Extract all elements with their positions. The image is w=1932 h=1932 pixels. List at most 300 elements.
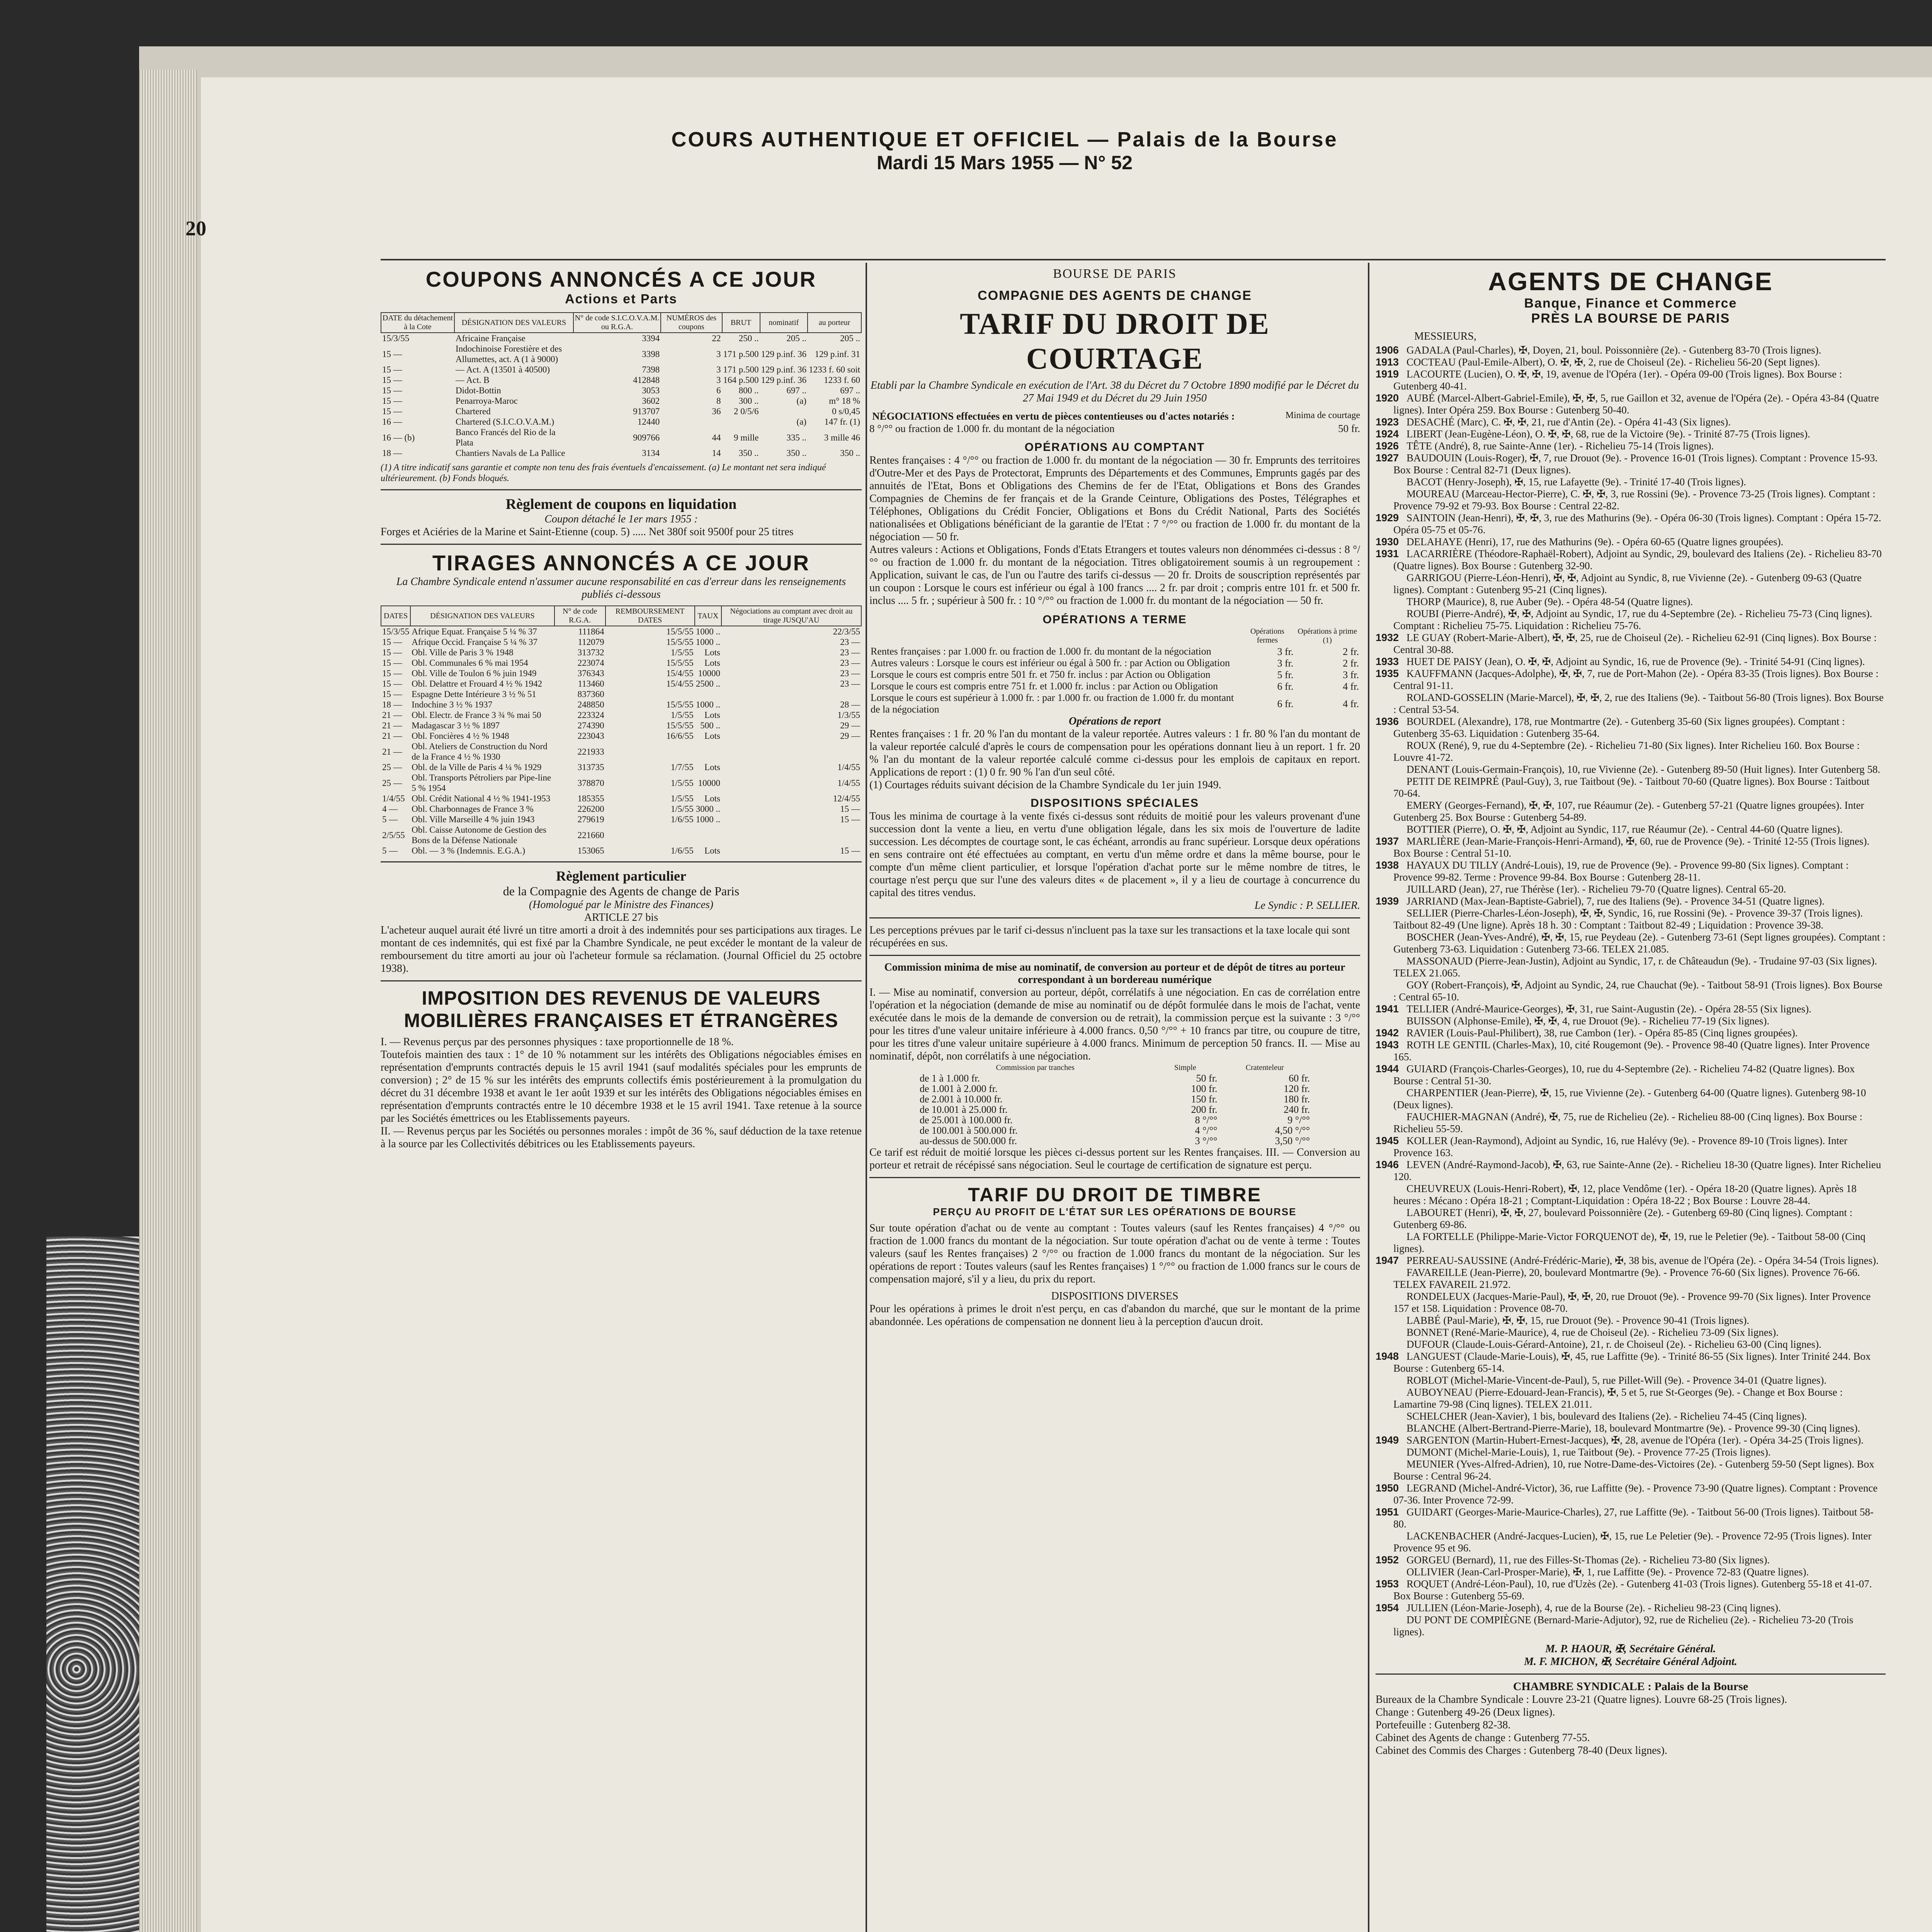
table-cell: 9 mille [733, 432, 759, 442]
table-cell: 1/5/55 [670, 648, 694, 657]
table-cell: Obl. Foncières 4 ½ % 1948 [412, 731, 509, 741]
agent-text: OLLIVIER (Jean-Carl-Prosper-Marie), ✠, 1, rue Laffitte (9e). - Provence 72-83 (Quatre lignes). [1406, 1566, 1809, 1578]
table-row [381, 668, 861, 679]
agent-entry [1376, 692, 1886, 716]
table-cell: 15 — [382, 637, 402, 647]
agent-text: ROBLOT (Michel-Marie-Vincent-de-Paul), 5, rue Pillet-Will (9e). - Provence 34-01 (Quatre lignes). [1406, 1374, 1827, 1386]
agent-year: 1938 [1376, 859, 1399, 871]
table-cell: 1000 .. [696, 815, 720, 824]
table-row [381, 699, 861, 710]
table-row [869, 680, 1360, 692]
agent-text: LACKENBACHER (André-Jacques-Lucien), ✠, 15, rue Le Peletier (9e). - Provence 72-95 (Trois lignes). Inter Provence 95 et 96. [1393, 1530, 1872, 1554]
table-cell: Lots [704, 710, 720, 720]
agent-entry [1376, 799, 1886, 823]
table-cell: Afrique Equat. Française 5 ¼ % 37 [412, 627, 537, 636]
agent-entry [1376, 1111, 1886, 1135]
table-row [381, 375, 861, 385]
table-cell: 223074 [577, 658, 604, 668]
table-row [381, 741, 861, 762]
table-cell: 50 fr. [1196, 1073, 1218, 1083]
table-row [869, 646, 1360, 657]
reglement2-homologation: (Homologué par le Ministre des Finances) [529, 899, 714, 911]
table-cell: de 2.001 à 10.000 fr. [920, 1094, 1003, 1104]
table-cell: 112079 [578, 637, 604, 647]
table-row [381, 814, 861, 825]
table-cell: 3 [716, 349, 721, 359]
syndic-signature: Le Syndic : P. SELLIER. [1254, 900, 1360, 912]
table-cell: de 10.001 à 25.000 fr. [920, 1104, 1008, 1115]
agent-entry [1376, 1566, 1886, 1578]
table-cell: 8 °/°° [1195, 1115, 1218, 1125]
agent-entry [1376, 1506, 1886, 1530]
agent-text: RONDELEUX (Jacques-Marie-Paul), ✠, ✠, 20, rue Drouot (9e). - Provence 99-70 (Six lignes). Inter Provence 157 et 158. Liquidation : Provence 08-70. [1393, 1291, 1871, 1314]
table-cell: 10000 [698, 668, 720, 678]
agent-entry [1376, 440, 1886, 452]
table-cell: 22/3/55 [833, 627, 860, 636]
table-cell: 15 — [382, 689, 402, 699]
agent-year: 1948 [1376, 1350, 1399, 1362]
table-cell: 113460 [578, 679, 604, 689]
table-cell [695, 825, 721, 845]
table-cell: Indochine 3 ½ % 1937 [412, 700, 493, 709]
table-cell [721, 741, 861, 762]
table-cell: Lots [704, 648, 720, 657]
table-cell: 837360 [577, 689, 604, 699]
diverses-title: DISPOSITIONS DIVERSES [1051, 1290, 1179, 1302]
table-cell: 12/4/55 [833, 794, 860, 803]
agent-year: 1936 [1376, 716, 1399, 727]
reglement2-subtitle: de la Compagnie des Agents de change de Paris [503, 884, 740, 898]
table-cell: 800 .. [738, 386, 759, 395]
table-row [918, 1073, 1311, 1083]
table-cell: 29 — [840, 731, 860, 741]
table-row [381, 406, 861, 417]
agent-text: MOUREAU (Marceau-Hector-Pierre), C. ✠, ✠, 3, rue Rossini (9e). - Provence 73-25 (Trois lignes). Comptant : Provence 79-92 et 79-93. Box Bourse : Central 22-82. [1393, 488, 1876, 512]
agent-text: BUISSON (Alphonse-Emile), ✠, ✠, 4, rue Drouot (9e). - Richelieu 77-19 (Six lignes). [1406, 1015, 1770, 1027]
agent-entry [1376, 596, 1886, 608]
coupons-header-cell: au porteur [808, 313, 861, 333]
table-cell: 111864 [578, 627, 604, 636]
table-cell: 15/5/55 [666, 637, 694, 647]
agent-entry [1376, 764, 1886, 776]
agent-entry [1376, 1291, 1886, 1315]
table-cell: 1/6/55 [670, 815, 694, 824]
reglement-title: Règlement de coupons en liquidation [505, 496, 737, 512]
table-row [918, 1136, 1311, 1146]
table-cell: 8 [716, 396, 721, 406]
agent-text: CHARPENTIER (Jean-Pierre), ✠, 15, rue Vivienne (2e). - Gutenberg 64-00 (Quatre lignes). Gutenberg 98-10 (Deux lignes). [1393, 1087, 1866, 1111]
agent-text: AUBÉ (Marcel-Albert-Gabriel-Emile), ✠, ✠, 5, rue Gaillon et 32, avenue de l'Opéra (2e). - Opéra 43-84 (Quatre lignes). Inter Opéra 259. Box Bourse : Gutenberg 50-40. [1393, 392, 1879, 416]
table-row [918, 1125, 1311, 1136]
coupons-notes: (1) A titre indicatif sans garantie et compte non tenu des frais éventuels d'encaissement. (a) Le montant net sera indiqué ultérieurement. (b) Fonds bloqués. [381, 463, 826, 483]
agent-year: 1941 [1376, 1003, 1399, 1015]
agent-entry [1376, 1386, 1886, 1410]
agent-year: 1927 [1376, 452, 1399, 464]
table-cell: 5 — [382, 846, 398, 855]
table-cell: 2500 .. [696, 679, 720, 689]
table-cell: 15 — [382, 375, 402, 385]
agent-entry [1376, 931, 1886, 955]
tirages-header-cell: DATES [381, 606, 410, 626]
secretaire-general: M. P. HAOUR, ✠, Secrétaire Général. [1545, 1643, 1716, 1655]
chambre-line: Change : Gutenberg 49-26 (Deux lignes). [1376, 1706, 1555, 1718]
table-cell: 60 fr. [1289, 1073, 1310, 1083]
table-cell: Obl. de la Ville de Paris 4 ¼ % 1929 [412, 762, 542, 772]
table-cell: 15/4/55 [666, 679, 694, 689]
table-cell: 15 — [382, 386, 402, 395]
negociations-title: NÉGOCIATIONS effectuées en vertu de pièces contentieuses ou d'actes notariés : [872, 410, 1235, 422]
table-cell: 221660 [577, 830, 604, 840]
agent-year: 1906 [1376, 344, 1399, 356]
table-cell: 1000 .. [696, 700, 720, 709]
tirages-header-cell: N° de code R.G.A. [554, 606, 605, 626]
table-cell: 25 — [382, 762, 402, 772]
agent-text: GOY (Robert-François), ✠, Adjoint au Syndic, 24, rue Chauchat (9e). - Taitbout 58-91 (Trois lignes). Box Bourse : Central 65-10. [1393, 979, 1883, 1003]
table-cell: 1/5/55 [670, 804, 694, 814]
table-cell: 15 — [840, 846, 860, 855]
agent-entry [1376, 1183, 1886, 1207]
table-cell: 2 fr. [1343, 657, 1359, 669]
agent-text: FAUCHIER-MAGNAN (André), ✠, 75, rue de Richelieu (2e). - Richelieu 88-00 (Cinq lignes). Box Bourse : Richelieu 55-59. [1393, 1111, 1862, 1134]
table-cell: 226200 [577, 804, 604, 814]
agent-entry [1376, 1446, 1886, 1458]
table-cell: 153065 [577, 846, 604, 855]
table-cell: 15/4/55 [666, 668, 694, 678]
timbre-text: Sur toute opération d'achat ou de vente au comptant : Toutes valeurs (sauf les Rentes françaises) 4 °/°° ou fraction de 1.000 francs du montant de la négociation. Sur toute opération d'achat ou de vente à terme : Toutes valeurs (sauf les Rentes françaises) 2 °/°° ou fraction de 1.000 francs du montant de la négociation. Sur les opérations de report : Toutes valeurs (sauf les Rentes françaises) 1 °/°° ou fraction de 1.000 francs sur le cours de compensation majoré, s'il y a lieu, du prix du report. [869, 1222, 1360, 1285]
table-cell: 4 fr. [1343, 680, 1359, 692]
reglement2-title: Règlement particulier [556, 868, 686, 884]
agent-entry [1376, 1231, 1886, 1255]
coupons-header-cell: DÉSIGNATION DES VALEURS [454, 313, 573, 333]
table-cell: 3 °/°° [1195, 1136, 1218, 1146]
table-cell: Indochinoise Forestière et des Allumettes, act. A (1 à 9000) [456, 344, 562, 364]
table-cell: 2 fr. [1343, 646, 1359, 657]
agent-year: 1950 [1376, 1482, 1399, 1494]
table-cell: de 1.001 à 2.000 fr. [920, 1083, 998, 1094]
chambre-title: CHAMBRE SYNDICALE : Palais de la Bourse [1513, 1680, 1748, 1693]
table-cell: 221933 [577, 747, 604, 757]
agent-year: 1946 [1376, 1159, 1399, 1170]
table-row [381, 689, 861, 699]
imposition-text-3: II. — Revenus perçus par les Sociétés ou personnes morales : impôt de 36 %, sauf déduction de la taxe retenue à la source par les Collectivités débitrices ou les Etablissements payeurs. [381, 1125, 862, 1150]
table-cell: 3398 [642, 349, 660, 359]
agent-text: CHEUVREUX (Louis-Henri-Robert), ✠, 12, place Vendôme (1er). - Opéra 18-20 (Quatre lignes). Après 18 heures : Mécano : Opéra 18-21 ; Comptant-Liquidation : Opéra 18-22 ; Box Bourse : Louvre 28-44. [1393, 1183, 1857, 1206]
agent-text: LEVEN (André-Raymond-Jacob), ✠, 63, rue Sainte-Anne (2e). - Richelieu 18-30 (Quatre lignes). Inter Richelieu 120. [1393, 1159, 1881, 1182]
table-cell: 15 — [382, 679, 402, 689]
agent-entry [1376, 1422, 1886, 1434]
table-cell [722, 417, 760, 427]
agent-text: BLANCHE (Albert-Bertrand-Pierre-Marie), 18, boulevard Montmartre (9e). - Provence 99-30 (Cinq lignes). [1406, 1422, 1861, 1434]
agent-entry [1376, 1350, 1886, 1374]
negociations-heading-row [869, 410, 1360, 422]
table-cell: 10000 [698, 778, 720, 788]
agent-entry [1376, 1530, 1886, 1554]
agent-text: LEGRAND (Michel-André-Victor), 36, rue Laffitte (9e). - Provence 73-90 (Quatre lignes). Comptant : Provence 07-36. Inter Provence 72-99. [1393, 1482, 1878, 1506]
table-cell: 120 fr. [1284, 1083, 1310, 1094]
table-row [381, 344, 861, 364]
table-cell: de 100.001 à 500.000 fr. [920, 1125, 1018, 1136]
table-cell: Lots [704, 846, 720, 855]
agent-text: HAYAUX DU TILLY (André-Louis), 19, rue de Provence (9e). - Provence 99-80 (Six lignes). Comptant : Provence 99-82. Terme : Provence 99-84. Box Bourse : Gutenberg 28-11. [1393, 859, 1849, 883]
agent-text: LA FORTELLE (Philippe-Marie-Victor FORQUENOT de), ✠, 19, rue le Peletier (9e). - Taitbout 58-00 (Cinq lignes). [1393, 1231, 1866, 1254]
compagnie-heading: COMPAGNIE DES AGENTS DE CHANGE [978, 288, 1252, 303]
table-cell: 15 — [382, 648, 402, 657]
agent-entry [1376, 716, 1886, 740]
agent-text: LACOURTE (Lucien), O. ✠, ✠, 19, avenue de l'Opéra (1er). - Opéra 09-00 (Trois lignes). Box Bourse : Gutenberg 40-41. [1393, 368, 1842, 392]
table-cell [605, 825, 695, 845]
table-cell: (a) [796, 417, 807, 427]
agent-entry [1376, 1602, 1886, 1614]
column-coupons-tirages [381, 267, 862, 1932]
table-cell: 28 — [840, 700, 860, 709]
table-row [381, 417, 861, 427]
agent-entry [1376, 1039, 1886, 1063]
coupons-header-cell: NUMÉROS des coupons [661, 313, 722, 333]
agent-year: 1931 [1376, 548, 1399, 560]
agent-year: 1944 [1376, 1063, 1399, 1075]
agent-entry [1376, 1434, 1886, 1446]
agent-text: SCHELCHER (Jean-Xavier), 1 bis, boulevard des Italiens (2e). - Richelieu 74-45 (Cinq lignes). [1406, 1410, 1807, 1422]
terme-title: OPÉRATIONS A TERME [1043, 613, 1187, 626]
report-title: Opérations de report [1069, 715, 1161, 727]
table-cell: 6 fr. [1277, 680, 1294, 692]
table-cell: (a) [796, 396, 807, 406]
table-cell [721, 825, 861, 845]
negociations-row [869, 422, 1360, 435]
table-cell: 300 .. [738, 396, 759, 406]
table-row [381, 364, 861, 375]
table-cell: 250 .. [738, 333, 759, 343]
agent-entry [1376, 835, 1886, 859]
agent-entry [1376, 1614, 1886, 1638]
agent-text: ROUBI (Pierre-André), ✠, ✠, Adjoint au Syndic, 17, rue du 4-Septembre (2e). - Richelieu 75-73 (Cinq lignes). Comptant : Richelieu 75-75. Liquidation : Richelieu 75-76. [1393, 608, 1872, 631]
table-cell: 185355 [577, 794, 604, 803]
agent-text: FAVAREILLE (Jean-Pierre), 20, boulevard Montmartre (9e). - Provence 76-60 (Six lignes). Provence 76-66. TELEX FAVAREIL 21.972. [1393, 1267, 1860, 1290]
table-row [381, 710, 861, 720]
agent-entry [1376, 452, 1886, 476]
tirages-title: TIRAGES ANNONCÉS A CE JOUR [432, 551, 810, 575]
table-cell: 16/6/55 [666, 731, 694, 741]
table-cell: 1/4/55 [837, 778, 860, 788]
table-cell: 223324 [577, 710, 604, 720]
chambre-line: Cabinet des Commis des Charges : Gutenberg 78-40 (Deux lignes). [1376, 1745, 1667, 1757]
page-number: 20 [185, 217, 206, 240]
minima-label: Minima de courtage [1285, 410, 1360, 420]
table-cell: 164 p.500 [723, 375, 759, 385]
table-cell: Obl. — 3 % (Indemnis. E.G.A.) [412, 846, 526, 855]
agent-text: TÊTE (André), 8, rue Sainte-Anne (1er). - Richelieu 75-14 (Trois lignes). [1406, 440, 1714, 452]
agent-entry [1376, 1338, 1886, 1350]
agent-text: JULLIEN (Léon-Marie-Joseph), 4, rue de la Bourse (2e). - Richelieu 98-23 (Cinq lignes). [1406, 1602, 1781, 1614]
column-rule [1368, 263, 1369, 1932]
table-cell: 350 .. [738, 448, 759, 458]
table-cell: 18 — [382, 700, 402, 709]
table-cell: 3 [716, 365, 721, 374]
divider [1376, 1673, 1886, 1675]
table-cell: 1000 .. [696, 627, 720, 636]
agent-year: 1937 [1376, 835, 1399, 847]
table-row [381, 804, 861, 814]
table-cell: 12440 [637, 417, 660, 427]
table-row [381, 658, 861, 668]
agent-entry [1376, 907, 1886, 931]
table-cell: 378870 [577, 778, 604, 788]
timbre-title: TARIF DU DROIT DE TIMBRE [968, 1184, 1262, 1206]
table-cell: Obl. Ville de Toulon 6 % juin 1949 [412, 668, 537, 678]
table-cell: 3,50 °/°° [1275, 1136, 1310, 1146]
table-cell: 1/5/55 [670, 794, 694, 803]
table-cell: 313732 [577, 648, 604, 657]
agent-year: 1942 [1376, 1027, 1399, 1039]
messieurs: MESSIEURS, [1414, 330, 1477, 342]
table-row [381, 679, 861, 689]
table-cell: Obl. Transports Pétroliers par Pipe-line 5 % 1954 [412, 773, 551, 793]
coupons-subtitle: Actions et Parts [565, 292, 677, 306]
divider [381, 980, 862, 981]
table-cell: 14 [712, 448, 721, 458]
table-cell: 15 — [382, 365, 402, 374]
agent-text: BONNET (René-Marie-Maurice), 4, rue de Choiseul (2e). - Richelieu 73-09 (Six lignes). [1406, 1327, 1779, 1338]
dispositions-title: DISPOSITIONS SPÉCIALES [1031, 797, 1199, 810]
agent-text: KAUFFMANN (Jacques-Adolphe), ✠, ✠, 7, rue de Port-Mahon (2e). - Opéra 83-35 (Trois lignes). Box Bourse : Central 91-11. [1393, 668, 1879, 691]
agent-text: MASSONAUD (Pierre-Jean-Justin), Adjoint au Syndic, 17, r. de Châteaudun (9e). - Trudaine 97-03 (Six lignes). TELEX 21.065. [1393, 955, 1877, 979]
agent-text: COCTEAU (Paul-Emile-Albert), O. ✠, ✠, 2, rue de Choiseul (2e). - Richelieu 56-20 (Sept lignes). [1406, 356, 1820, 368]
table-cell: 180 fr. [1284, 1094, 1310, 1104]
table-cell: 6 fr. [1277, 698, 1294, 709]
table-cell: 21 — [382, 721, 402, 730]
table-cell: 3 mille 46 [824, 432, 860, 442]
agent-entry [1376, 1374, 1886, 1386]
agent-text: DUMONT (Michel-Marie-Louis), 1, rue Taitbout (9e). - Provence 77-25 (Trois lignes). [1406, 1446, 1771, 1458]
table-cell: 697 .. [786, 386, 807, 395]
agent-text: BAUDOUIN (Louis-Roger), ✠, 7, rue Drouot (9e). - Provence 16-01 (Trois lignes). Comptant : Provence 15-93. Box Bourse : Central 82-71 (Deux lignes). [1393, 452, 1878, 476]
agent-entry [1376, 656, 1886, 668]
terme-head-fermes: Opérations fermes [1250, 627, 1284, 645]
agent-entry [1376, 823, 1886, 835]
coupons-title: COUPONS ANNONCÉS A CE JOUR [425, 267, 817, 291]
table-cell: Lots [704, 762, 720, 772]
agent-text: SELLIER (Pierre-Charles-Léon-Joseph), ✠, ✠, Syndic, 16, rue Rossini (9e). - Provence 39-37 (Trois lignes). Taitbout 82-49 (Une ligne). Après 18 h. 30 : Comptant : Taitbout 82-49 ; Liquidation : Provence 39-38. [1393, 907, 1863, 931]
table-cell: — Act. A (13501 à 40500) [456, 365, 550, 374]
agent-entry [1376, 356, 1886, 368]
chambre-line: Cabinet des Agents de change : Gutenberg 77-55. [1376, 1732, 1590, 1744]
agent-year: 1943 [1376, 1039, 1399, 1051]
table-cell: 248850 [577, 700, 604, 709]
table-cell: 15/5/55 [666, 721, 694, 730]
table-cell: 23 — [840, 648, 860, 657]
table-cell: 44 [712, 432, 721, 442]
reglement-text: Coupon détaché le 1er mars 1955 : [544, 513, 698, 525]
agent-entry [1376, 1159, 1886, 1183]
table-cell: de 25.001 à 100.000 fr. [920, 1115, 1013, 1125]
agent-entry [1376, 1027, 1886, 1039]
table-cell: Lots [704, 658, 720, 668]
agent-entry [1376, 979, 1886, 1003]
table-cell: Obl. Ville de Paris 3 % 1948 [412, 648, 514, 657]
table-cell: 376343 [577, 668, 604, 678]
agent-text: ROQUET (André-Léon-Paul), 10, rue d'Uzès (2e). - Gutenberg 41-03 (Trois lignes). Gutenberg 55-18 et 41-07. Box Bourse : Gutenberg 55-69. [1393, 1578, 1872, 1602]
table-cell: Lorsque le cours est compris entre 501 fr. et 750 fr. inclus : par Action ou Obligation [871, 669, 1211, 680]
agent-text: ROUX (René), 9, rue du 4-Septembre (2e). - Richelieu 71-80 (Six lignes). Inter Richelieu 160. Box Bourse : Louvre 41-72. [1393, 740, 1860, 763]
table-row [381, 793, 861, 804]
table-cell: 279619 [577, 815, 604, 824]
table-cell: — Act. B [456, 375, 490, 385]
agents-subtitle-2: PRÈS LA BOURSE DE PARIS [1531, 311, 1730, 326]
table-cell: 1233 f. 60 [824, 375, 860, 385]
table-cell: 15 — [382, 406, 402, 416]
tirages-header-cell: TAUX [695, 606, 721, 626]
agent-text: BACOT (Henry-Joseph), ✠, 15, rue Lafayette (9e). - Trinité 17-40 (Trois lignes). [1406, 476, 1746, 488]
table-cell: 15 — [382, 668, 402, 678]
agent-entry [1376, 512, 1886, 536]
table-cell: 350 .. [786, 448, 807, 458]
coupons-header-cell: DATE du détachement à la Cote [381, 313, 454, 333]
negociations-line: 8 °/°° ou fraction de 1.000 fr. du montant de la négociation [869, 423, 1115, 434]
chambre-line: Bureaux de la Chambre Syndicale : Louvre 23-21 (Quatre lignes). Louvre 68-25 (Trois lignes). [1376, 1694, 1787, 1706]
reglement-row: Forges et Aciéries de la Marine et Saint-Etienne (coup. 5) ..... Net 380f soit 9500f pour 25 titres [381, 526, 794, 538]
table-cell: 4 fr. [1343, 698, 1359, 709]
agent-year: 1929 [1376, 512, 1399, 524]
agent-text: HUET DE PAISY (Jean), O. ✠, ✠, Adjoint au Syndic, 16, rue de Provence (9e). - Trinité 54-91 (Cinq lignes). [1406, 656, 1865, 667]
agent-text: DELAHAYE (Henri), 17, rue des Mathurins (9e). - Opéra 60-65 (Quatre lignes groupées). [1406, 536, 1784, 548]
table-cell: Madagascar 3 ½ % 1897 [412, 721, 500, 730]
agent-entry [1376, 776, 1886, 799]
agent-text: ROTH LE GENTIL (Charles-Max), 10, cité Rougemont (9e). - Provence 98-40 (Quatre lignes). Inter Provence 165. [1393, 1039, 1870, 1063]
table-cell: Obl. Delattre et Frouard 4 ½ % 1942 [412, 679, 543, 689]
table-cell: 4 — [382, 804, 398, 814]
table-cell: 21 — [382, 731, 402, 741]
agent-entry [1376, 740, 1886, 764]
agent-text: GUIDART (Georges-Marie-Maurice-Charles), 27, rue Laffitte (9e). - Taitbout 56-00 (Trois lignes). Taitbout 58-80. [1393, 1506, 1874, 1530]
agent-text: LANGUEST (Claude-Marie-Louis), ✠, 45, rue Laffitte (9e). - Trinité 86-55 (Six lignes). Inter Trinité 244. Box Bourse : Gutenberg 65-14. [1393, 1350, 1871, 1374]
agent-year: 1947 [1376, 1255, 1399, 1266]
agent-entry [1376, 1315, 1886, 1327]
coupons-table [381, 312, 862, 458]
header-title: COURS AUTHENTIQUE ET OFFICIEL — Palais de la Bourse [671, 128, 1338, 151]
agent-text: GARRIGOU (Pierre-Léon-Henri), ✠, ✠, Adjoint au Syndic, 8, rue Vivienne (2e). - Gutenberg 09-63 (Quatre lignes). Comptant : Gutenberg 95-21 (Cinq lignes). [1393, 572, 1862, 595]
table-row [381, 825, 861, 845]
agent-text: DESACHÉ (Marc), C. ✠, ✠, 21, rue d'Antin (2e). - Opéra 41-43 (Six lignes). [1406, 416, 1731, 428]
agent-text: MARLIÈRE (Jean-Marie-François-Henri-Armand), ✠, 60, rue de Provence (9e). - Trinité 12-55 (Trois lignes). Box Bourse : Central 51-10. [1393, 835, 1870, 859]
table-cell: 3394 [642, 333, 660, 343]
agent-year: 1920 [1376, 392, 1399, 404]
agents-subtitle-1: Banque, Finance et Commerce [1524, 296, 1737, 311]
table-cell: 200 fr. [1191, 1104, 1218, 1115]
agent-year: 1953 [1376, 1578, 1399, 1590]
table-cell: 0 s/0,45 [832, 406, 860, 416]
table-cell: 29 — [840, 721, 860, 730]
divider [869, 917, 1360, 918]
table-cell: 4 °/°° [1195, 1125, 1218, 1136]
table-cell: 129 p.inf. 36 [761, 375, 807, 385]
table-cell: Africaine Française [456, 333, 526, 343]
agent-text: TELLIER (André-Maurice-Georges), ✠, 31, rue Saint-Augustin (2e). - Opéra 28-55 (Six lignes). [1406, 1003, 1811, 1015]
coupons-header-cell: BRUT [722, 313, 760, 333]
agent-entry [1376, 1015, 1886, 1027]
tarif-courtage-title: TARIF DU DROIT DE COURTAGE [960, 307, 1270, 375]
table-cell: 500 .. [700, 721, 720, 730]
table-cell [605, 689, 695, 699]
agent-text: SAINTOIN (Jean-Henri), ✠, ✠, 3, rue des Mathurins (9e). - Opéra 06-30 (Trois lignes). Comptant : Opéra 15-72. Opéra 05-75 et 05-76. [1393, 512, 1881, 536]
table-cell [721, 689, 861, 699]
table-cell: 15 — [382, 658, 402, 668]
chambre-line: Portefeuille : Gutenberg 82-38. [1376, 1719, 1511, 1731]
table-row [381, 333, 861, 344]
page-edges [139, 70, 197, 1932]
agent-text: DU PONT DE COMPIÈGNE (Bernard-Marie-Adjutor), 92, rue de Richelieu (2e). - Richelieu 73-20 (Trois lignes). [1393, 1614, 1854, 1638]
terme-head-primes: Opérations à prime (1) [1298, 627, 1357, 645]
table-cell: 23 — [840, 668, 860, 678]
